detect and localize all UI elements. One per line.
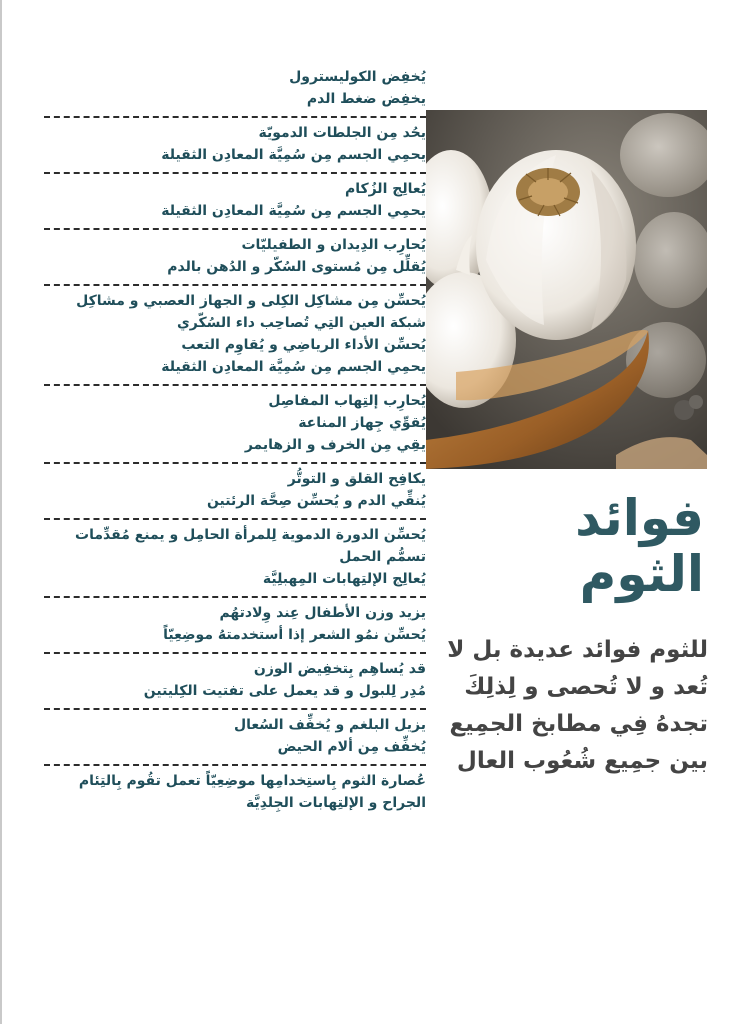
benefit-line: يُحسِّن الدورة الدموية لِلمرأة الحامِل و يمنع مُقدِّمات تسمُّم الحمل: [75, 527, 426, 565]
benefit-line: يُخفِّف مِن ألام الحيض: [277, 739, 426, 755]
benefit-line: يزيل البلغم و يُخفِّف السُعال: [234, 717, 426, 733]
benefit-line: يُعالِج الإلتِهابات المِهبلِيَّة: [262, 571, 426, 587]
benefit-line: يخفِض ضغط الدم: [306, 91, 426, 107]
benefit-line: يُنقِّي الدم و يُحسِّن صِحَّة الرئتين: [206, 493, 426, 509]
benefit-group: [44, 462, 426, 518]
benefit-line: يقِي مِن الخرف و الزهايمر: [244, 437, 426, 453]
benefit-group: [44, 708, 426, 764]
benefit-line: يحمِي الجسم مِن سُمِيَّة المعادِن الثقيلة: [161, 147, 426, 163]
benefit-line: يكافِح القلق و التوتُّر: [287, 471, 426, 487]
benefit-line: يُقوِّي جِهاز المناعة: [298, 415, 426, 431]
benefit-line: يُحسِّن نمُو الشعر إذا أستخدمتهُ موضِعِيّاً: [163, 627, 426, 643]
benefit-line: قد يُساهِم بِتخفِيض الوزن: [253, 661, 426, 677]
benefit-line: يُحارِب إلتِهاب المفاصِل: [268, 393, 426, 409]
benefit-group: [44, 228, 426, 284]
benefit-group: [44, 116, 426, 172]
benefit-line: يزيد وزن الأطفال عِند وِلادتهُم: [219, 605, 426, 621]
benefit-line: يُعالِج الزُكام: [344, 181, 426, 197]
description-paragraph: للثوم فوائد عديدة بل لا تُعد و لا تُحصى و لِذلِكَ تجدهُ فِي مطابخ الجمِيع بين جمِيع شُعُوب العال: [447, 637, 708, 774]
benefit-line: يُخفِض الكوليسترول: [289, 69, 426, 85]
garlic-photo: [426, 110, 707, 469]
benefit-line: يُحسِّن مِن مشاكِل الكِلى و الجهاز العصبي و مشاكِل شبكة العين التِي تُصاحِب داء السُكّري: [76, 293, 426, 331]
benefit-group: [44, 652, 426, 708]
benefit-group: [44, 518, 426, 596]
page-edge: [0, 0, 2, 1024]
benefit-line: يحمِي الجسم مِن سُمِيَّة المعادِن الثقيلة: [161, 359, 426, 375]
benefit-line: يحُد مِن الجلطات الدمويّة: [258, 125, 426, 141]
benefit-line: عُصارة الثوم بِاستِخدامِها موضِعِيّاً تعمل تقُوم بِالتِئام الجراح و الإلتِهابات الجِلدِيَّة: [78, 773, 426, 811]
benefit-group: [44, 384, 426, 462]
page-title: فوائد الثوم: [575, 489, 704, 603]
benefit-line: يُحارِب الدِيدان و الطفيليّات: [241, 237, 426, 253]
benefit-group: [44, 172, 426, 228]
benefit-group: [44, 284, 426, 384]
benefit-line: يحمِي الجسم مِن سُمِيَّة المعادِن الثقيلة: [161, 203, 426, 219]
benefit-line: يُحسِّن الأداء الرياضِي و يُقاوِم التعب: [181, 337, 426, 353]
benefit-group: [44, 596, 426, 652]
benefit-group: [44, 62, 426, 116]
benefit-group: [44, 764, 426, 820]
benefit-line: مُدِر لِلبول و قد يعمل على تفتيت الكِليتين: [143, 683, 426, 699]
benefits-list: [44, 62, 426, 820]
benefit-line: يُقلِّل مِن مُستوى السُكّر و الدُهن بالدم: [167, 259, 426, 275]
